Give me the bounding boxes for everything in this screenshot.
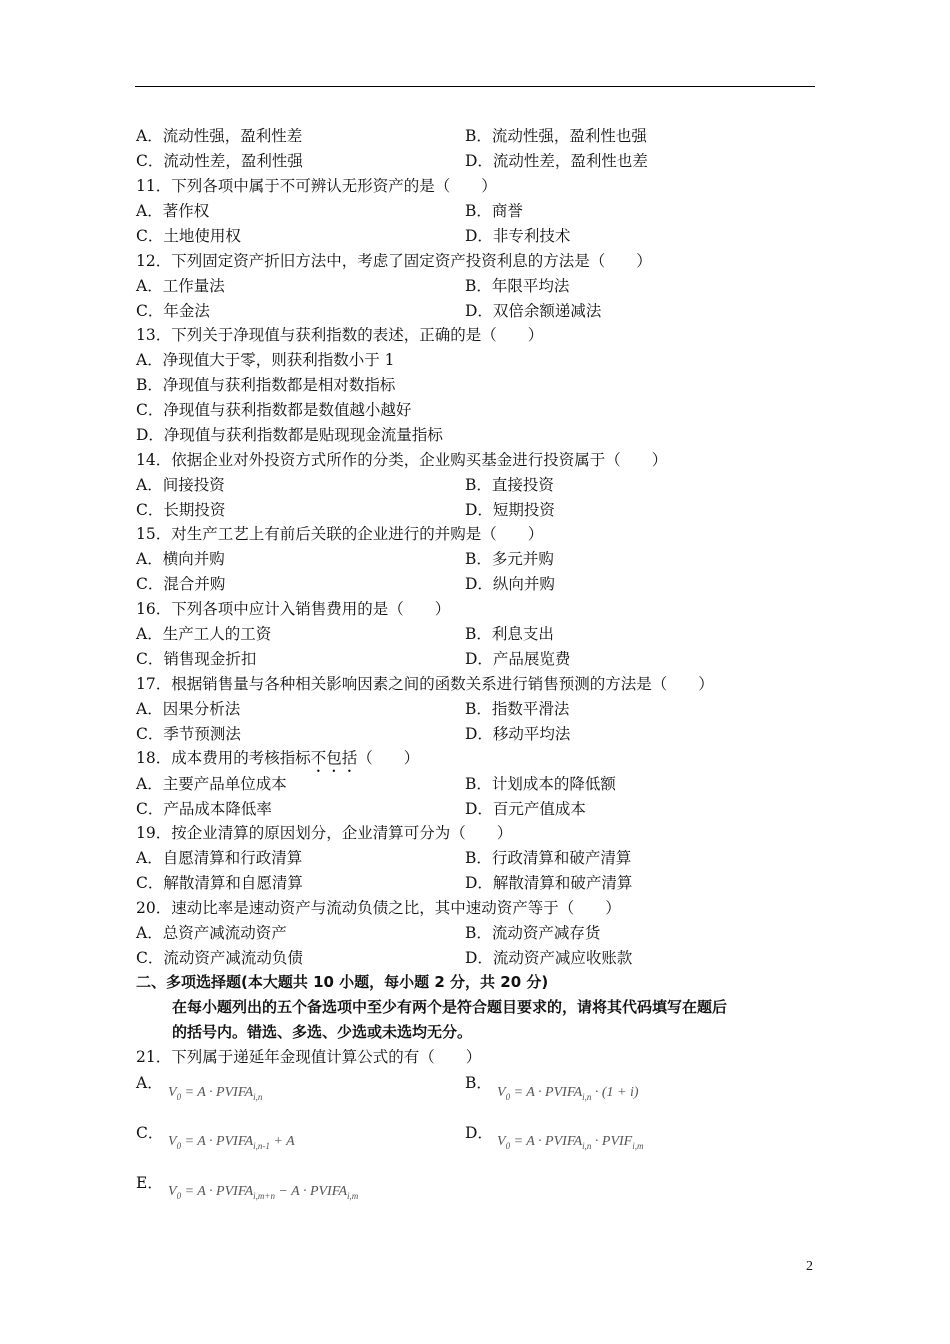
q12-option-d: D．双倍余额递减法 xyxy=(465,302,602,320)
q15-option-d: D．纵向并购 xyxy=(465,575,555,593)
q21-option-c: C． xyxy=(136,1124,164,1142)
q18-stem-post: （ ） xyxy=(357,749,420,767)
q21-option-a: A． xyxy=(136,1074,163,1092)
q20-option-a: A．总资产减流动资产 xyxy=(136,924,287,942)
q17-option-c: C．季节预测法 xyxy=(136,725,241,743)
q11-stem: 11．下列各项中属于不可辨认无形资产的是（ ） xyxy=(136,177,497,195)
q17-option-a: A．因果分析法 xyxy=(136,700,241,718)
q21-option-e: E． xyxy=(136,1174,163,1192)
q19-stem: 19．按企业清算的原因划分，企业清算可分为（ ） xyxy=(136,824,513,842)
q17-option-b: B．指数平滑法 xyxy=(465,700,570,718)
q16-option-b: B．利息支出 xyxy=(465,625,554,643)
q21-option-b: B． xyxy=(465,1074,492,1092)
q21-formula-c: $V_0 = A$ · $PVIFA_{i,n-1} + A$ xyxy=(168,1134,295,1151)
q17-stem: 17．根据销售量与各种相关影响因素之间的函数关系进行销售预测的方法是（ ） xyxy=(136,675,714,693)
page-number: 2 xyxy=(806,1259,813,1274)
q11-option-b: B．商誉 xyxy=(465,202,523,220)
option-c: C．流动性差，盈利性强 xyxy=(136,152,303,170)
q12-option-b: B．年限平均法 xyxy=(465,277,570,295)
q21-formula-b: $V_0 = A$ · $PVIFA_{i,n} \cdot (1 + i)$ xyxy=(497,1085,639,1102)
q12-option-c: C．年金法 xyxy=(136,302,210,320)
q21-formula-a: $V_0 = A$ · $PVIFA_{i,n}$ xyxy=(168,1085,263,1102)
q20-stem: 20．速动比率是速动资产与流动负债之比，其中速动资产等于（ ） xyxy=(136,899,621,917)
q18-option-a: A．主要产品单位成本 xyxy=(136,775,287,793)
q19-option-a: A．自愿清算和行政清算 xyxy=(136,849,303,867)
q21-formula-d: $V_0 = A$ · $PVIFA_{i,n}$ · $PVIF_{i,m}$ xyxy=(497,1134,644,1151)
q13-option-c: C．净现值与获利指数都是数值越小越好 xyxy=(136,401,412,419)
q16-option-d: D．产品展览费 xyxy=(465,650,571,668)
q17-option-d: D．移动平均法 xyxy=(465,725,571,743)
q15-option-a: A．横向并购 xyxy=(136,550,225,568)
q18-option-b: B．计划成本的降低额 xyxy=(465,775,616,793)
q13-stem: 13．下列关于净现值与获利指数的表述，正确的是（ ） xyxy=(136,326,544,344)
q14-option-d: D．短期投资 xyxy=(465,501,555,519)
section-instructions-1: 在每小题列出的五个备选项中至少有两个是符合题目要求的，请将其代码填写在题后 xyxy=(172,998,728,1016)
q13-option-d: D．净现值与获利指数都是贴现现金流量指标 xyxy=(136,426,443,444)
q12-option-a: A．工作量法 xyxy=(136,277,225,295)
option-a: A．流动性强，盈利性差 xyxy=(136,127,303,145)
q20-option-d: D．流动资产减应收账款 xyxy=(465,949,633,967)
option-d: D．流动性差，盈利性也差 xyxy=(465,152,648,170)
q18-stem-pre: 18．成本费用的考核指标 xyxy=(136,749,311,767)
q20-option-c: C．流动资产减流动负债 xyxy=(136,949,303,967)
q11-option-c: C．土地使用权 xyxy=(136,227,241,245)
q14-option-c: C．长期投资 xyxy=(136,501,226,519)
section-instructions-2: 的括号内。错选、多选、少选或未选均无分。 xyxy=(172,1023,473,1041)
q19-option-b: B．行政清算和破产清算 xyxy=(465,849,632,867)
q21-formula-e: $V_0 = A$ · $PVIFA_{i,m+n} - A$ · $PVIFA_{i,m}$ xyxy=(168,1184,359,1201)
q18-option-d: D．百元产值成本 xyxy=(465,800,586,818)
q16-stem: 16．下列各项中应计入销售费用的是（ ） xyxy=(136,600,451,618)
q15-option-b: B．多元并购 xyxy=(465,550,554,568)
q16-option-c: C．销售现金折扣 xyxy=(136,650,257,668)
q19-option-c: C．解散清算和自愿清算 xyxy=(136,874,303,892)
q15-stem: 15．对生产工艺上有前后关联的企业进行的并购是（ ） xyxy=(136,525,544,543)
q14-stem: 14．依据企业对外投资方式所作的分类，企业购买基金进行投资属于（ ） xyxy=(136,451,668,469)
q18-stem xyxy=(136,748,419,776)
q21-option-d: D． xyxy=(465,1124,493,1142)
q14-option-b: B．直接投资 xyxy=(465,476,554,494)
q16-option-a: A．生产工人的工资 xyxy=(136,625,272,643)
q12-stem: 12．下列固定资产折旧方法中，考虑了固定资产投资利息的方法是（ ） xyxy=(136,252,652,270)
option-b: B．流动性强，盈利性也强 xyxy=(465,127,647,145)
q18-stem-emphasis: 不包括 xyxy=(310,749,358,767)
q20-option-b: B．流动资产减存货 xyxy=(465,924,601,942)
q19-option-d: D．解散清算和破产清算 xyxy=(465,874,633,892)
q13-option-b: B．净现值与获利指数都是相对数指标 xyxy=(136,376,396,394)
q11-option-d: D．非专利技术 xyxy=(465,227,571,245)
section-title: 二、多项选择题(本大题共 10 小题，每小题 2 分，共 20 分) xyxy=(136,973,549,991)
q14-option-a: A．间接投资 xyxy=(136,476,225,494)
q18-option-c: C．产品成本降低率 xyxy=(136,800,272,818)
q21-stem: 21．下列属于递延年金现值计算公式的有（ ） xyxy=(136,1048,482,1066)
header-rule xyxy=(135,86,815,87)
q15-option-c: C．混合并购 xyxy=(136,575,226,593)
q11-option-a: A．著作权 xyxy=(136,202,210,220)
q13-option-a: A．净现值大于零，则获利指数小于 1 xyxy=(136,351,395,369)
